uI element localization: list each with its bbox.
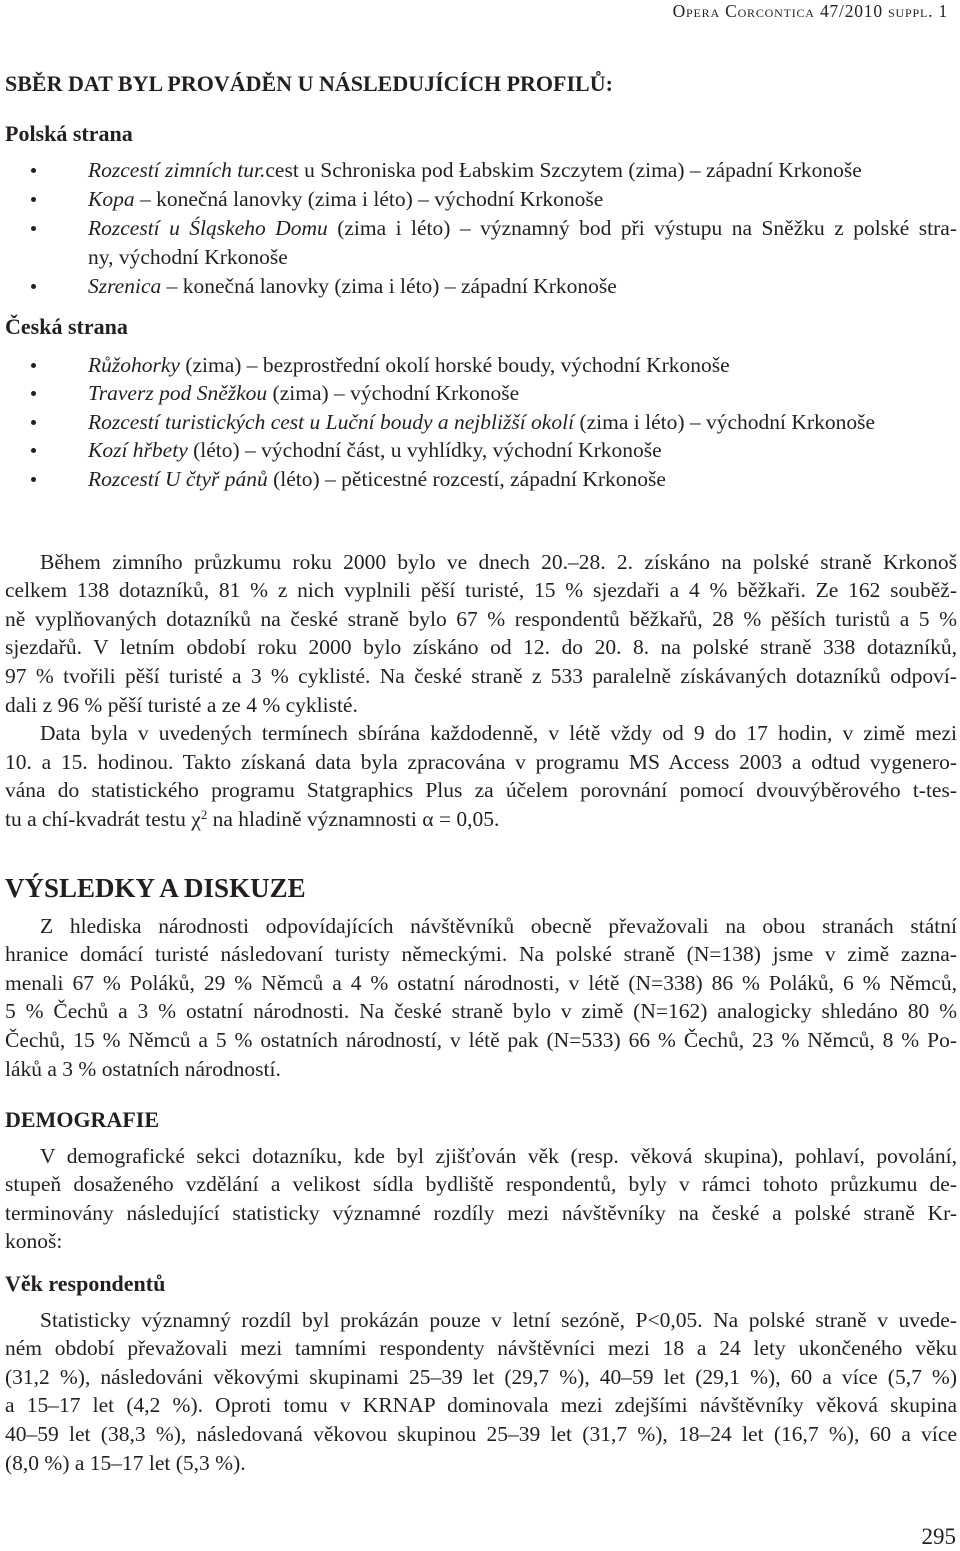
- bullet-icon: [31, 226, 36, 231]
- bullet-icon: [31, 284, 36, 289]
- paragraph-line: terminovány následující statisticky významné rozdíly mezi návštěvníky na české a polské straně Kr-: [5, 1200, 957, 1225]
- paragraph-line: konoš:: [5, 1229, 63, 1254]
- location-name: Růžohorky: [88, 352, 180, 377]
- list-item: [0, 379, 957, 408]
- demography-text: [5, 1142, 957, 1256]
- age-text: [5, 1306, 957, 1478]
- list-item: [0, 351, 957, 380]
- location-description: (léto) – pěticestné rozcestí, západní Krkonoše: [267, 466, 666, 491]
- paragraph-line: 10. a 15. hodinou. Takto získaná data byla zpracována v programu MS Access 2003 a odtud vygenero-: [5, 749, 957, 774]
- bullet-icon: [31, 168, 36, 173]
- location-description: (zima) – bezprostřední okolí horské boudy, východní Krkonoše: [179, 352, 730, 377]
- list-item: [0, 156, 957, 185]
- paragraph-line: V demografické sekci dotazníku, kde byl zjišťován věk (resp. věková skupina), pohlaví, povolání,: [40, 1143, 957, 1168]
- location-description: cest u Schroniska pod Łabskim Szczytem (zima) – západní Krkonoše: [265, 157, 862, 182]
- paragraph-line: 40–59 let (38,3 %), následovaná věkovou skupinou 25–39 let (31,7 %), 18–24 let (16,7 %), 60 a více: [5, 1422, 957, 1447]
- paragraph-line: stupeň dosaženého vzdělání a velikost sídla bydliště respondentů, byly v rámci tohoto průzkumu de-: [5, 1172, 957, 1197]
- location-name: Rozcestí u Śląskeho Domu: [88, 215, 328, 240]
- list-item: [0, 272, 957, 301]
- location-description-continued: ny, východní Krkonoše: [88, 244, 288, 269]
- paragraph-line: Z hlediska národnosti odpovídajících návštěvníků obecně převažovali na obou stranách státní: [40, 913, 957, 938]
- paragraph-line: ně vyplňovaných dotazníků na české straně bylo 67 % respondentů běžkařů, 28 % pěších turistů a 5 %: [5, 606, 957, 631]
- polish-profiles-list: [0, 156, 957, 301]
- list-item: [0, 214, 957, 272]
- location-name: Szrenica: [88, 273, 162, 298]
- paragraph-line: (8,0 %) a 15–17 let (5,3 %).: [5, 1450, 246, 1475]
- location-name: Kopa: [88, 186, 135, 211]
- bullet-icon: [31, 391, 36, 396]
- results-text: [5, 912, 957, 1084]
- list-item: [0, 408, 957, 437]
- paragraph-line: vána do statistického programu Statgraphics Plus za účelem porovnání pomocí dvouvýběrového t-tes-: [5, 778, 957, 803]
- paragraph-line: ném období převažovali mezi tamními respondenty návštěvníci mezi 18 a 24 lety ukončeného věku: [5, 1336, 957, 1361]
- paragraph-line: 97 % tvořili pěší turisté a 3 % cyklisté. Na české straně z 533 paralelně získávaných dotazníků odpoví-: [5, 664, 957, 689]
- paragraph-line: láků a 3 % ostatních národností.: [5, 1056, 281, 1081]
- section-heading-profiles: SBĚR DAT BYL PROVÁDĚN U NÁSLEDUJÍCÍCH PROFILŮ:: [5, 71, 613, 96]
- paragraph-line: celkem 138 dotazníků, 81 % z nich vyplnili pěší turisté, 15 % sjezdaři a 4 % běžkaři. Ze 162 souběž-: [5, 578, 957, 603]
- formula-text: na hladině významnosti α = 0,05.: [207, 807, 500, 832]
- paragraph-line: Čechů, 15 % Němců a 5 % ostatních národností, v létě pak (N=533) 66 % Čechů, 23 % Němců, 8 % Po-: [5, 1028, 957, 1053]
- paragraph-line: Statisticky významný rozdíl byl prokázán pouze v letní sezóně, P<0,05. Na polské straně v uvede-: [40, 1307, 957, 1332]
- running-title: Opera Corcontica 47/2010 suppl. 1: [672, 1, 948, 21]
- paragraph-line: hranice domácí turisté následovaní turisty německými. Na polské straně (N=138) jsme v zimě zazna-: [5, 942, 957, 967]
- list-item: [0, 436, 957, 465]
- list-item: [0, 185, 957, 214]
- section-heading-demography: DEMOGRAFIE: [5, 1107, 159, 1132]
- paragraph-line: dali z 96 % pěší turisté a ze 4 % cyklisté.: [5, 692, 358, 717]
- list-item: [0, 465, 957, 494]
- bullet-icon: [31, 448, 36, 453]
- czech-side-title: Česká strana: [5, 314, 128, 339]
- location-description: (zima i léto) – východní Krkonoše: [574, 409, 875, 434]
- section-heading-results: VÝSLEDKY A DISKUZE: [5, 873, 306, 903]
- paragraph-line: sjezdařů. V letním období roku 2000 bylo získáno od 12. do 20. 8. na polské straně 338 dotazníků,: [5, 635, 957, 660]
- paragraph-line: Během zimního průzkumu roku 2000 bylo ve dnech 20.–28. 2. získáno na polské straně Krkonoš: [40, 549, 957, 574]
- bullet-icon: [31, 420, 36, 425]
- bullet-icon: [31, 197, 36, 202]
- location-name: Traverz pod Sněžkou: [88, 381, 268, 406]
- location-name: Rozcestí turistických cest u Luční boudy a nejbližší okolí: [88, 409, 575, 434]
- location-description: – konečná lanovky (zima i léto) – západní Krkonoše: [161, 273, 617, 298]
- superscript: 2: [200, 807, 208, 822]
- subheading-age: Věk respondentů: [5, 1271, 166, 1296]
- paragraph-line: (31,2 %), následováni věkovými skupinami 25–39 let (29,7 %), 40–59 let (29,1 %), 60 a více (5,7 %): [5, 1364, 957, 1389]
- location-name: Rozcestí zimních tur.: [88, 157, 266, 182]
- formula-text: tu a chí-kvadrát testu χ: [5, 807, 201, 832]
- location-description: – konečná lanovky (zima i léto) – východní Krkonoše: [134, 186, 604, 211]
- location-name: Kozí hřbety: [88, 438, 188, 463]
- location-name: Rozcestí U čtyř pánů: [88, 466, 268, 491]
- location-description: (zima) – východní Krkonoše: [267, 381, 520, 406]
- czech-profiles-list: [0, 351, 957, 494]
- location-description: (zima i léto) – významný bod při výstupu na Sněžku z polské stra-: [327, 215, 957, 240]
- methods-text: [5, 548, 957, 834]
- paragraph-line: menali 67 % Poláků, 29 % Němců a 4 % ostatní národnosti, v létě (N=338) 86 % Poláků, 6 % Němců,: [5, 970, 957, 995]
- page-number: 295: [921, 1524, 956, 1549]
- paragraph-line: Data byla v uvedených termínech sbírána každodenně, v létě vždy od 9 do 17 hodin, v zimě mezi: [40, 721, 957, 746]
- bullet-icon: [31, 477, 36, 482]
- location-description: (léto) – východní část, u vyhlídky, východní Krkonoše: [187, 438, 662, 463]
- paragraph-line: a 15–17 let (4,2 %). Oproti tomu v KRNAP dominovala mezi zdejšími návštěvníky věková skupina: [5, 1393, 957, 1418]
- paragraph-line: 5 % Čechů a 3 % ostatní národnosti. Na české straně bylo v zimě (N=162) analogicky shledáno 80 %: [5, 999, 957, 1024]
- polish-side-title: Polská strana: [5, 121, 133, 146]
- paragraph-line: [5, 805, 957, 834]
- bullet-icon: [31, 363, 36, 368]
